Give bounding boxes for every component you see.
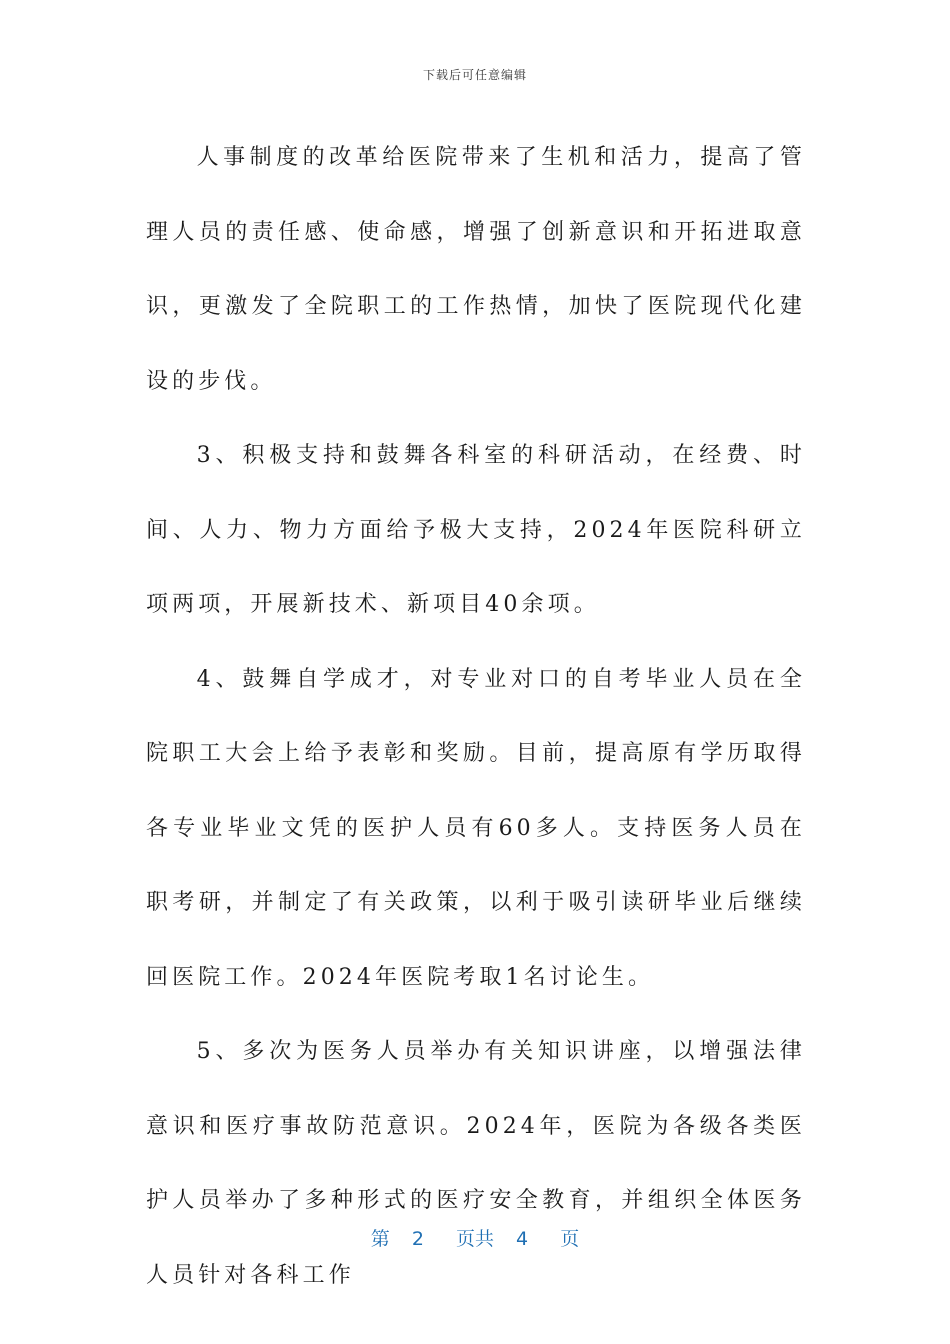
page-footer [0,1224,950,1251]
document-body [146,121,806,1313]
paragraph-research-support: 3、积极支持和鼓舞各科室的科研活动，在经费、时间、人力、物力方面给予极大支持，2024年医院科研立项两项，开展新技术、新项目40余项。 [146,443,806,617]
footer-total-pages: 4 [516,1228,529,1250]
page-header-note: 下载后可任意编辑 [422,68,527,82]
paragraph-personnel-reform: 人事制度的改革给医院带来了生机和活力，提高了管理人员的责任感、使命感，增强了创新意识和开拓进取意识，更激发了全院职工的工作热情，加快了医院现代化建设的步伐。 [146,145,806,394]
paragraph-self-study: 4、鼓舞自学成才，对专业对口的自考毕业人员在全院职工大会上给予表彰和奖励。目前，提高原有学历取得各专业毕业文凭的医护人员有60多人。支持医务人员在职考研，并制定了有关政策，以利于吸引读研毕业后继续回医院工作。2024年医院考取1名讨论生。 [146,666,806,990]
paragraph-lectures: 5、多次为医务人员举办有关知识讲座，以增强法律意识和医疗事故防范意识。2024年，医院为各级各类医护人员举办了多种形式的医疗安全教育，并组织全体医务人员针对各科工作 [146,1039,806,1288]
footer-middle: 页共 [455,1228,494,1250]
footer-suffix: 页 [560,1228,580,1250]
footer-prefix: 第 [370,1228,390,1250]
footer-current-page: 2 [411,1228,424,1250]
